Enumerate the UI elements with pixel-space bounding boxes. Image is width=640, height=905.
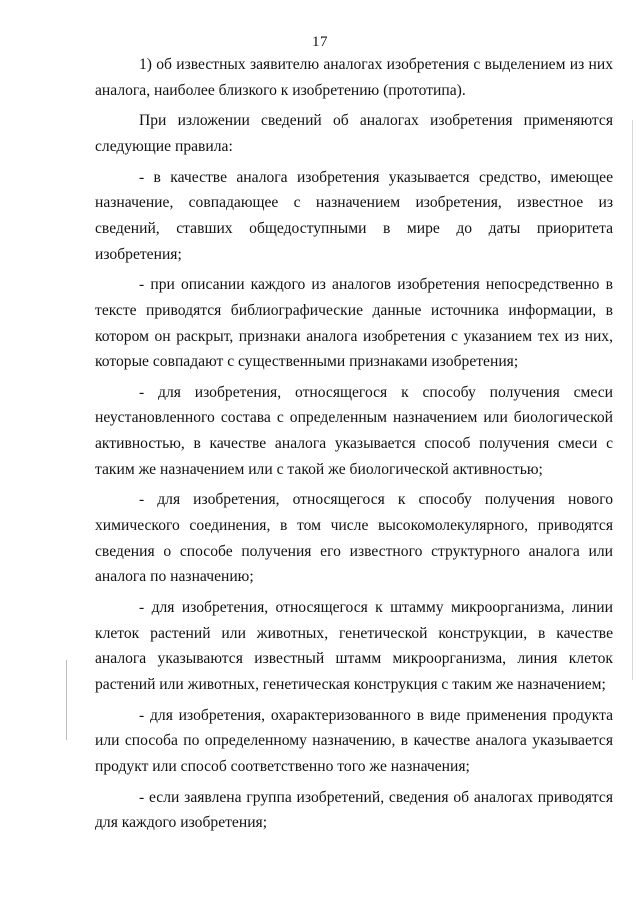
paragraph-rule-chemical-compound: - для изобретения, относящегося к способу получения нового химического соединения, в том числе высокомолекулярного, приводятся сведения о способе получения его известного структурного аналога или аналога по назначению; [95, 491, 613, 586]
page-number: 17 [312, 34, 328, 50]
paragraph-rule-bibliographic-data: - при описании каждого из аналогов изобретения непосредственно в тексте приводятся библиографические данные источника информации, в котором он раскрыт, признаки аналога изобретения с указанием тех из них, которые совпадают с существенными признаками изобретения; [95, 276, 613, 371]
paragraph-rule-mixture-method: - для изобретения, относящегося к способу получения смеси неустановленного состава с определенным назначением или биологической активностью, в качестве аналога указывается способ получения смеси с таким же назначением или с такой же биологической активностью; [95, 383, 613, 478]
paragraph-rule-invention-group: - если заявлена группа изобретений, сведения об аналогах приводятся для каждого изобретения; [95, 788, 613, 832]
paragraph-prior-art-intro: 1) об известных заявителю аналогах изобретения с выделением из них аналога, наиболее близкого к изобретению (прототипа). [95, 56, 613, 99]
document-body [95, 52, 613, 841]
scan-artifact-left [66, 660, 67, 740]
paragraph-rule-product-application: - для изобретения, охарактеризованного в виде применения продукта или способа по определенному назначению, в качестве аналога указывается продукт или способ соответственно того же назначения; [95, 706, 613, 775]
paragraph-rule-microorganism-strain: - для изобретения, относящегося к штамму микроорганизма, линии клеток растений или животных, генетической конструкции, в качестве аналога указываются известный штамм микроорганизма, линия клеток растений или животных, генетическая конструкция с таким же назначением; [95, 599, 613, 693]
paragraph-rule-analog-definition: - в качестве аналога изобретения указывается средство, имеющее назначение, совпадающее с назначением изобретения, известное из сведений, ставших общедоступными в мире до даты приоритета изобретения; [95, 168, 613, 263]
scan-artifact-right [632, 120, 633, 680]
paragraph-rules-intro: При изложении сведений об аналогах изобретения применяются следующие правила: [95, 112, 613, 155]
